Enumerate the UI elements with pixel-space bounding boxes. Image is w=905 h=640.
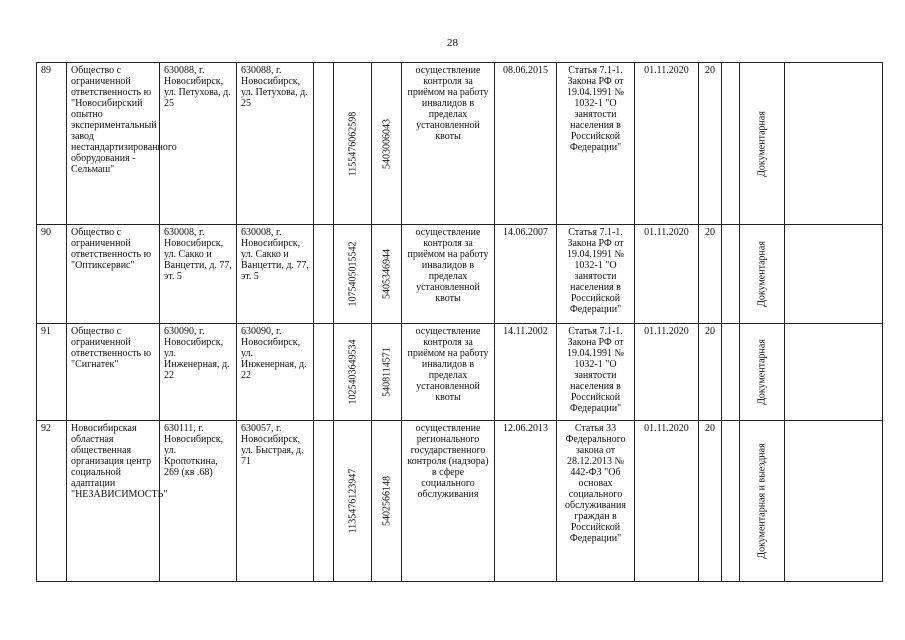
registration-date: 14.06.2007 [495,225,557,324]
organization-name: Новосибирская областная общественная организация центр социальной адаптации "НЕЗАВИСИМОСТЬ" [67,421,160,582]
inn-cell [372,324,402,421]
legal-address: 630008, г. Новосибирск, ул. Сакко и Ванцетти, д. 77, эт. 5 [160,225,237,324]
inn-cell [372,421,402,582]
legal-address: 630111, г. Новосибирск, ул. Кропоткина, 269 (кв .68) [160,421,237,582]
ogrn-cell [334,421,372,582]
table-row [37,421,883,582]
organization-name: Общество с ограниченной ответственность ю "Новосибирский опытно экспериментальный завод нестандартизированного оборудования - Сельмаш" [67,63,160,225]
actual-address: 630008, г. Новосибирск, ул. Сакко и Ванцетти, д. 77, эт. 5 [237,225,314,324]
control-type: осуществление регионального государственного контроля (надзора) в сфере социального обслуживания [402,421,495,582]
actual-address: 630088, г. Новосибирск, ул. Петухова, д. 25 [237,63,314,225]
legal-basis: Статья 7.1-1. Закона РФ от 19.04.1991 № 1032-1 "О занятости населения в Российской Федерации" [557,63,635,225]
empty-cell [785,421,883,582]
empty-cell [722,63,740,225]
duration-days: 20 [699,225,722,324]
check-start-date: 01.11.2020 [635,63,699,225]
inn: 5402566148 [381,476,392,526]
legal-address: 630090, г. Новосибирск, ул. Инженерная, д. 22 [160,324,237,421]
legal-basis: Статья 7.1-1. Закона РФ от 19.04.1991 № 1032-1 "О занятости населения в Российской Федерации" [557,225,635,324]
row-number: 91 [37,324,67,421]
page-number: 28 [447,37,458,49]
ogrn-cell [334,63,372,225]
check-form-cell [740,324,785,421]
legal-basis: Статья 7.1-1. Закона РФ от 19.04.1991 № 1032-1 "О занятости населения в Российской Федерации" [557,324,635,421]
empty-cell [785,225,883,324]
table-row [37,324,883,421]
registration-date: 12.06.2013 [495,421,557,582]
actual-address: 630057, г. Новосибирск, ул. Быстрая, д. 71 [237,421,314,582]
registration-date: 14.11.2002 [495,324,557,421]
empty-cell [722,324,740,421]
registration-date: 08.06.2015 [495,63,557,225]
empty-cell [722,225,740,324]
row-number: 92 [37,421,67,582]
empty-cell [722,421,740,582]
check-form: Документарная [756,339,768,405]
ogrn: 1025403649534 [347,339,358,405]
legal-address: 630088, г. Новосибирск, ул. Петухова, д. 25 [160,63,237,225]
legal-basis: Статья 33 Федерального закона от 28.12.2013 № 442-ФЗ "Об основах социального обслуживания граждан в Российской Федерации" [557,421,635,582]
duration-days: 20 [699,324,722,421]
check-start-date: 01.11.2020 [635,225,699,324]
organization-name: Общество с ограниченной ответственность ю "Сигнатек" [67,324,160,421]
inspection-plan-table [36,62,883,582]
check-start-date: 01.11.2020 [635,421,699,582]
table-row [37,63,883,225]
empty-cell [314,324,334,421]
control-type: осуществление контроля за приёмом на работу инвалидов в пределах установленной квоты [402,63,495,225]
organization-name: Общество с ограниченной ответственность ю "Оптиксервис" [67,225,160,324]
inn: 5403006043 [381,118,392,169]
check-form-cell [740,63,785,225]
check-form-cell [740,225,785,324]
inn-cell [372,225,402,324]
check-form: Документарная и выездная [756,443,768,559]
ogrn: 1135476123947 [347,468,358,534]
check-form: Документарная [756,110,768,177]
control-type: осуществление контроля за приёмом на работу инвалидов в пределах установленной квоты [402,225,495,324]
control-type: осуществление контроля за приёмом на работу инвалидов в пределах установленной квоты [402,324,495,421]
empty-cell [314,63,334,225]
table-row [37,225,883,324]
empty-cell [785,63,883,225]
ogrn: 1155476062598 [347,111,358,176]
inn: 5405346944 [381,249,392,299]
check-form-cell [740,421,785,582]
actual-address: 630090, г. Новосибирск, ул. Инженерная, д. 22 [237,324,314,421]
duration-days: 20 [699,63,722,225]
inn: 5408114571 [381,347,392,397]
row-number: 90 [37,225,67,324]
empty-cell [314,225,334,324]
ogrn-cell [334,324,372,421]
duration-days: 20 [699,421,722,582]
ogrn-cell [334,225,372,324]
check-start-date: 01.11.2020 [635,324,699,421]
check-form: Документарная [756,241,768,307]
row-number: 89 [37,63,67,225]
ogrn: 1075405015542 [347,241,358,307]
empty-cell [314,421,334,582]
empty-cell [785,324,883,421]
inn-cell [372,63,402,225]
